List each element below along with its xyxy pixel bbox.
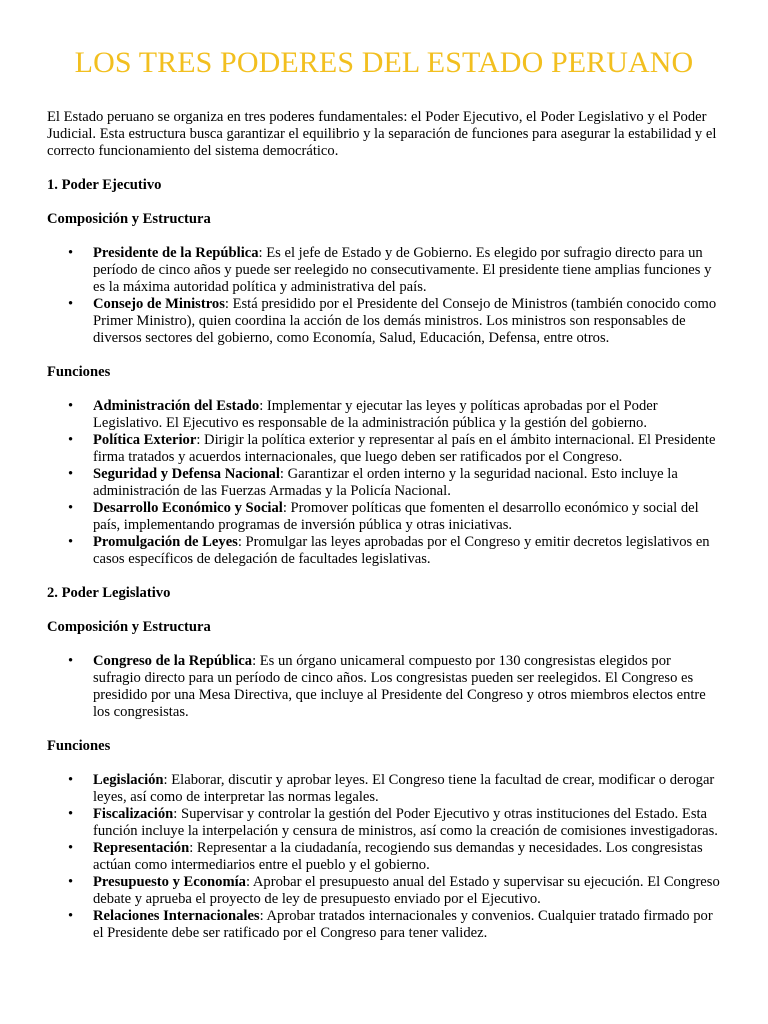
list-item: [68, 296, 721, 347]
document-title: LOS TRES PODERES DEL ESTADO PERUANO: [74, 46, 694, 79]
bullet-icon: •: [68, 840, 74, 856]
item-term: Seguridad y Defensa Nacional: [93, 466, 280, 482]
item-text: : Es el jefe de Estado y de Gobierno. Es elegido por sufragio directo para un período de cinco años y puede ser reelegido no consecutivamente. El presidente tiene amplias funciones y es la máxima autoridad política y administrativa del país.: [93, 245, 712, 295]
item-term: Consejo de Ministros: [93, 296, 225, 312]
list-item: [68, 500, 721, 534]
item-text: : Está presidido por el Presidente del Consejo de Ministros (también conocido como Primer Ministro), quien coordina la acción de los demás ministros. Los ministros son responsables de diversos sectores del gobierno, como Economía, Salud, Educación, Defensa, entre otros.: [93, 296, 717, 346]
list-item: [68, 874, 721, 908]
list-item: [68, 772, 721, 806]
bullet-icon: •: [68, 466, 74, 482]
item-text: : Aprobar el presupuesto anual del Estado y supervisar su ejecución. El Congreso debate y aprueba el proyecto de ley de presupuesto enviado por el Ejecutivo.: [93, 874, 720, 907]
bullet-icon: •: [68, 806, 74, 822]
functions-heading-legislativo: Funciones: [47, 738, 111, 754]
section-heading-legislativo: 2. Poder Legislativo: [47, 585, 171, 601]
list-item: [68, 245, 721, 296]
item-text: : Representar a la ciudadanía, recogiendo sus demandas y necesidades. Los congresistas actúan como intermediarios entre el pueblo y el gobierno.: [93, 840, 703, 873]
item-term: Promulgación de Leyes: [93, 534, 238, 550]
section-heading-ejecutivo: 1. Poder Ejecutivo: [47, 177, 162, 193]
bullet-icon: •: [68, 500, 74, 516]
item-term: Congreso de la República: [93, 653, 253, 669]
bullet-icon: •: [68, 653, 74, 669]
item-text: : Promover políticas que fomenten el desarrollo económico y social del país, implementando programas de inversión pública y otras iniciativas.: [93, 500, 699, 533]
functions-list-ejecutivo: [47, 398, 721, 568]
item-text: : Dirigir la política exterior y representar al país en el ámbito internacional. El Presidente firma tratados y acuerdos internacionales, que luego deben ser ratificados por el Congreso.: [93, 432, 716, 465]
bullet-icon: •: [68, 398, 74, 414]
bullet-icon: •: [68, 874, 74, 890]
item-term: Fiscalización: [93, 806, 174, 822]
bullet-icon: •: [68, 296, 74, 312]
bullet-icon: •: [68, 432, 74, 448]
item-text: : Elaborar, discutir y aprobar leyes. El Congreso tiene la facultad de crear, modificar o derogar leyes, así como de interpretar las normas legales.: [93, 772, 715, 805]
list-item: [68, 806, 721, 840]
item-term: Legislación: [93, 772, 164, 788]
item-text: : Garantizar el orden interno y la seguridad nacional. Esto incluye la administración de las Fuerzas Armadas y la Policía Nacional.: [93, 466, 678, 499]
item-text: : Es un órgano unicameral compuesto por 130 congresistas elegidos por sufragio directo para un período de cinco años. Los congresistas pueden ser reelegidos. El Congreso es presidido por una Mesa Directiva, que incluye al Presidente del Congreso y otros miembros electos entre los congresistas.: [93, 653, 706, 720]
intro-paragraph: El Estado peruano se organiza en tres poderes fundamentales: el Poder Ejecutivo, el Poder Legislativo y el Poder Judicial. Esta estructura busca garantizar el equilibrio y la separación de funciones para asegurar la estabilidad y el correcto funcionamiento del sistema democrático.: [47, 109, 717, 159]
list-item: [68, 908, 721, 942]
composition-heading-legislativo: Composición y Estructura: [47, 619, 211, 635]
item-term: Presidente de la República: [93, 245, 259, 261]
item-term: Desarrollo Económico y Social: [93, 500, 283, 516]
item-text: : Supervisar y controlar la gestión del Poder Ejecutivo y otras instituciones del Estado. Esta función incluye la interpelación y censura de ministros, así como la creación de comisiones investigadoras.: [93, 806, 718, 839]
functions-list-legislativo: [47, 772, 721, 942]
item-text: : Aprobar tratados internacionales y convenios. Cualquier tratado firmado por el Presidente debe ser ratificado por el Congreso para tener validez.: [93, 908, 713, 941]
list-item: [68, 432, 721, 466]
item-term: Administración del Estado: [93, 398, 260, 414]
item-term: Política Exterior: [93, 432, 197, 448]
list-item: [68, 840, 721, 874]
item-text: : Implementar y ejecutar las leyes y políticas aprobadas por el Poder Legislativo. El Ejecutivo es responsable de la administración pública y la gestión del gobierno.: [93, 398, 658, 431]
item-term: Presupuesto y Economía: [93, 874, 246, 890]
bullet-icon: •: [68, 534, 74, 550]
list-item: [68, 466, 721, 500]
item-text: : Promulgar las leyes aprobadas por el Congreso y emitir decretos legislativos en casos específicos de delegación de facultades legislativas.: [93, 534, 710, 567]
composition-list-legislativo: [47, 653, 721, 721]
list-item: [68, 534, 721, 568]
bullet-icon: •: [68, 908, 74, 924]
functions-heading-ejecutivo: Funciones: [47, 364, 111, 380]
list-item: [68, 398, 721, 432]
bullet-icon: •: [68, 772, 74, 788]
bullet-icon: •: [68, 245, 74, 261]
composition-list-ejecutivo: [47, 245, 721, 347]
list-item: [68, 653, 721, 721]
item-term: Representación: [93, 840, 190, 856]
item-term: Relaciones Internacionales: [93, 908, 260, 924]
composition-heading-ejecutivo: Composición y Estructura: [47, 211, 211, 227]
